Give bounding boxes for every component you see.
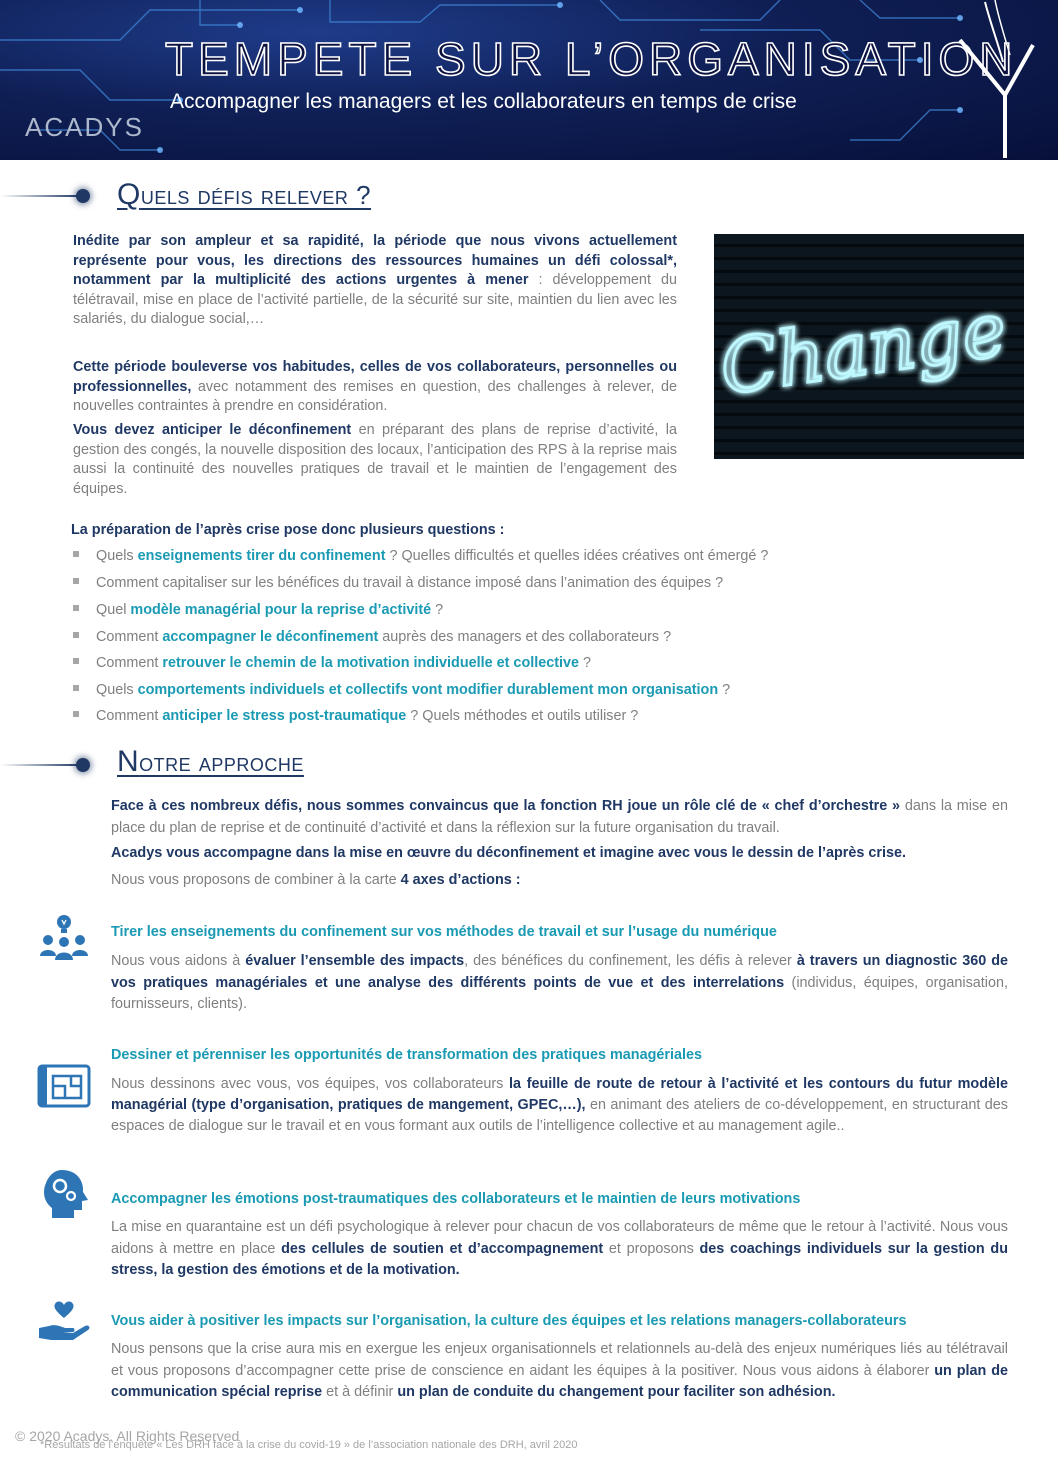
- paragraph-intro: Inédite par son ampleur et sa rapidité, la période que nous vivons actuellement représente pour vous, les directions des ressources humaines un défi colossal*, notamment par la multiplicité des actions urgentes à mener : développement du télétravail, mise en place de l’activité partielle, de la sécurité sur site, maintien du lien avec les salariés, du dialogue social,…: [73, 233, 677, 327]
- question-highlight: anticiper le stress post-traumatique: [162, 708, 407, 724]
- copyright: © 2020 Acadys. All Rights Reserved: [15, 1428, 240, 1444]
- axis-description: Nous vous aidons à évaluer l’ensemble des impacts, des bénéfices du confinement, les défis à relever à travers un diagnostic 360 de vos pratiques managériales et une analyse des différents points de vue et des interrelations (individus, équipes, organisation, fournisseurs, clients).: [111, 953, 1008, 1012]
- footnote: *Résultats de l’enquête « Les DRH face à la crise du covid-19 » de l’association nationale des DRH, avril 2020: [40, 1439, 578, 1451]
- question-item: [73, 602, 443, 618]
- axis-title: Dessiner et pérenniser les opportunités de transformation des pratiques managériales: [111, 1047, 702, 1063]
- square-bullet-icon: [73, 711, 79, 717]
- acadys-logo: ACADYS: [25, 112, 144, 142]
- axis-description: Nous pensons que la crise aura mis en exergue les enjeux organisationnels et relationnels au-delà des enjeux numériques liés au télétravail et vous proposons d’accompagner cette prise de conscience en aidant les équipes à la positiver. Nous vous aidons à élaborer un plan de communication spécial reprise et à définir un plan de conduite du changement pour faciliter son adhésion.: [111, 1341, 1008, 1400]
- paragraph-deconfinement: Vous devez anticiper le déconfinement en préparant des plans de reprise d’activité, la gestion des congés, la nouvelle disposition des locaux, l’anticipation des RPS à la reprise mais aussi la continuité des nouvelles pratiques de travail et le maintien de l’engagement des équipes.: [73, 422, 677, 497]
- page-subtitle: Accompagner les managers et les collaborateurs en temps de crise: [170, 90, 797, 113]
- question-text: Comment: [96, 655, 163, 671]
- paragraph-axes-intro: Nous vous proposons de combiner à la carte 4 axes d’actions :: [111, 872, 521, 888]
- section-divider-line: [0, 764, 80, 766]
- blueprint-icon: [37, 1062, 91, 1110]
- questions-intro: La préparation de l’après crise pose donc plusieurs questions :: [71, 522, 505, 538]
- question-item: [73, 655, 591, 671]
- question-text: Quel: [96, 602, 131, 618]
- axis-title: Vous aider à positiver les impacts sur l’organisation, la culture des équipes et les relations managers-collaborateurs: [111, 1313, 907, 1329]
- square-bullet-icon: [73, 658, 79, 664]
- question-text: Comment capitaliser sur les bénéfices du travail à distance imposé dans l’animation des équipes ?: [96, 575, 724, 591]
- question-text: ?: [718, 682, 731, 698]
- question-text: ?: [579, 655, 592, 671]
- axis-description: Nous dessinons avec vous, vos équipes, vos collaborateurs la feuille de route de retour à l’activité et les contours du futur modèle managérial (type d’organisation, pratiques de mangement, GPEC,…), en animant des ateliers de co-développement, en structurant des espaces de dialogue sur le travail et en vous formant aux outils de l’intelligence collective et au management agile..: [111, 1076, 1009, 1134]
- paragraph-approche-intro: Face à ces nombreux défis, nous sommes convaincus que la fonction RH joue un rôle clé de « chef d’orchestre » dans la mise en place du plan de reprise et de continuité d’activité et dans la réflexion sur la future organisation du travail.: [111, 798, 1008, 836]
- question-text: Comment: [96, 629, 163, 645]
- question-text: auprès des managers et des collaborateurs ?: [378, 629, 672, 645]
- question-item: [73, 548, 768, 564]
- question-item: [73, 575, 723, 591]
- section-heading-approche: Notre approche: [117, 745, 304, 778]
- team-lightbulb-icon: [38, 912, 90, 964]
- square-bullet-icon: [73, 685, 79, 691]
- square-bullet-icon: [73, 551, 79, 557]
- header-banner: [0, 0, 1058, 160]
- axis-title: Accompagner les émotions post-traumatiques des collaborateurs et le maintien de leurs motivations: [111, 1191, 801, 1207]
- question-item: [73, 629, 671, 645]
- square-bullet-icon: [73, 605, 79, 611]
- change-neon-image: [714, 234, 1024, 459]
- question-highlight: retrouver le chemin de la motivation individuelle et collective: [162, 655, 580, 671]
- question-highlight: comportements individuels et collectifs vont modifier durablement mon organisation: [137, 682, 719, 698]
- question-item: [73, 708, 638, 724]
- section-bullet-icon: [76, 189, 90, 203]
- square-bullet-icon: [73, 632, 79, 638]
- head-gears-icon: [40, 1168, 88, 1220]
- heart-hand-icon: [37, 1296, 91, 1342]
- axis-description: La mise en quarantaine est un défi psychologique à relever pour chacun de vos collaborateurs de même que le retour à l’activité. Nous vous aidons à mettre en place des cellules de soutien et d’accompagnement et proposons des coachings individuels sur la gestion du stress, la gestion des émotions et de la motivation.: [111, 1219, 1008, 1278]
- question-text: ? Quelles difficultés et quelles idées créatives ont émergé ?: [385, 548, 769, 564]
- question-item: [73, 682, 730, 698]
- section-heading-defis: Quels défis relever ?: [117, 178, 372, 211]
- y-logo-icon: [955, 0, 1035, 160]
- question-text: Quels: [96, 682, 138, 698]
- question-text: ?: [431, 602, 444, 618]
- question-text: ? Quels méthodes et outils utiliser ?: [406, 708, 639, 724]
- section-divider-line: [0, 195, 80, 197]
- square-bullet-icon: [73, 578, 79, 584]
- question-highlight: enseignements tirer du confinement: [137, 548, 386, 564]
- question-text: Quels: [96, 548, 138, 564]
- neon-sign-icon: [714, 234, 1024, 459]
- paragraph-habitudes: Cette période bouleverse vos habitudes, celles de vos collaborateurs, personnelles ou professionnelles, avec notamment des remises en question, des challenges à relever, de nouvelles contraintes à prendre en considération.: [73, 359, 677, 414]
- page-title: TEMPETE SUR L’ORGANISATION: [165, 33, 1018, 85]
- paragraph-acadys: Acadys vous accompagne dans la mise en œuvre du déconfinement et imagine avec vous le dessin de l’après crise.: [111, 845, 906, 861]
- question-highlight: modèle managérial pour la reprise d’activité: [130, 602, 432, 618]
- change-neon-text: Change: [715, 286, 1012, 412]
- question-highlight: accompagner le déconfinement: [162, 629, 379, 645]
- section-bullet-icon: [76, 758, 90, 772]
- question-text: Comment: [96, 708, 163, 724]
- axis-title: Tirer les enseignements du confinement sur vos méthodes de travail et sur l’usage du numérique: [111, 924, 777, 940]
